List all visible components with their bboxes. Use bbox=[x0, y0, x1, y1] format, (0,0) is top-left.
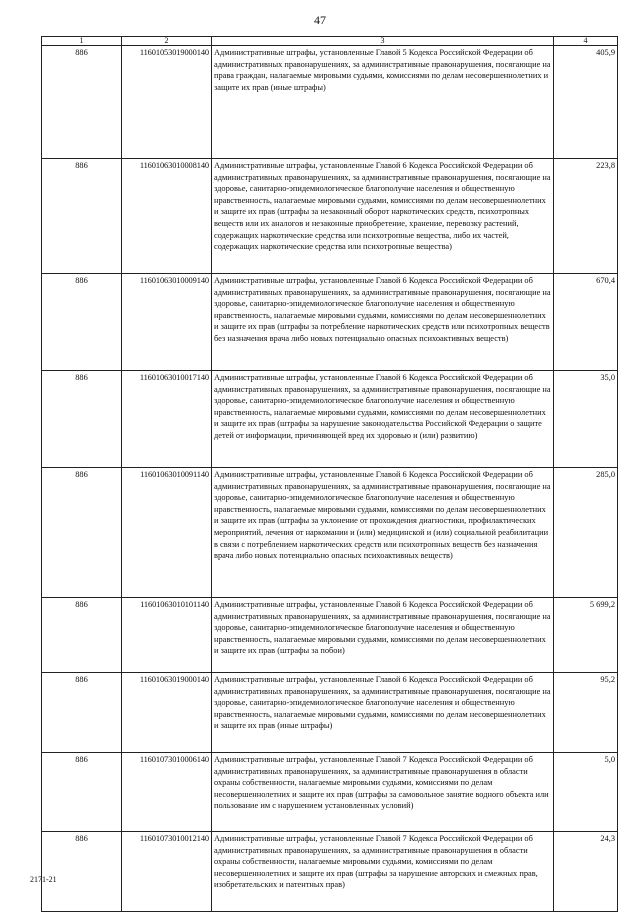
amount-cell: 5 699,2 bbox=[554, 598, 618, 673]
table-row bbox=[42, 371, 618, 468]
description-cell: Административные штрафы, установленные Главой 6 Кодекса Российской Федерации об административных правонарушениях, за административные правонарушения, посягающие на здоровье, санитарно-эпидемиологическое благополучие населения и общественную нравственность, налагаемые мировыми судьями, комиссиями по делам несовершеннолетних и защите их прав (штрафы за незаконный оборот наркотических средств, психотропных веществ или их аналогов и незаконные приобретение, хранение, перевозку растений, содержащих наркотические средства или психотропные вещества, либо их частей, содержащих наркотические средства или психотропные вещества) bbox=[212, 159, 554, 274]
kbk-code-cell: 11601073010006140 bbox=[122, 753, 212, 832]
amount-cell: 95,2 bbox=[554, 673, 618, 753]
admin-code-cell: 886 bbox=[42, 46, 122, 159]
description-cell: Административные штрафы, установленные Главой 7 Кодекса Российской Федерации об административных правонарушениях, за административные правонарушения в области охраны собственности, налагаемые мировыми судьями, комиссиями по делам несовершеннолетних и защите их прав (штрафы за нарушение авторских и смежных прав, изобретательских и патентных прав) bbox=[212, 832, 554, 912]
page-number: 47 bbox=[314, 13, 326, 27]
kbk-code-cell: 11601063010009140 bbox=[122, 274, 212, 371]
table-row bbox=[42, 274, 618, 371]
kbk-code-cell: 11601063010008140 bbox=[122, 159, 212, 274]
amount-cell: 5,0 bbox=[554, 753, 618, 832]
description-cell: Административные штрафы, установленные Главой 5 Кодекса Российской Федерации об административных правонарушениях, за административные правонарушения, посягающие на права граждан, налагаемые мировыми судьями, комиссиями по делам несовершеннолетних и защите их прав (иные штрафы) bbox=[212, 46, 554, 159]
amount-cell: 285,0 bbox=[554, 468, 618, 598]
table-row bbox=[42, 832, 618, 912]
admin-code-cell: 886 bbox=[42, 159, 122, 274]
admin-code-cell: 886 bbox=[42, 753, 122, 832]
column-header: 2 bbox=[122, 37, 212, 46]
description-cell: Административные штрафы, установленные Главой 6 Кодекса Российской Федерации об административных правонарушениях, за административные правонарушения, посягающие на здоровье, санитарно-эпидемиологическое благополучие населения и общественную нравственность, налагаемые мировыми судьями, комиссиями по делам несовершеннолетних и защите их прав (иные штрафы) bbox=[212, 673, 554, 753]
document-code: 2171-21 bbox=[30, 875, 57, 884]
admin-code-cell: 886 bbox=[42, 274, 122, 371]
kbk-code-cell: 11601063010101140 bbox=[122, 598, 212, 673]
description-cell: Административные штрафы, установленные Главой 6 Кодекса Российской Федерации об административных правонарушениях, за административные правонарушения, посягающие на здоровье, санитарно-эпидемиологическое благополучие населения и общественную нравственность, налагаемые мировыми судьями, комиссиями по делам несовершеннолетних и защите их прав (штрафы за нарушение законодательства Российской Федерации о защите детей от информации, причиняющей вред их здоровью и (или) развитию) bbox=[212, 371, 554, 468]
table-row bbox=[42, 159, 618, 274]
table-header-row bbox=[42, 37, 618, 46]
table-row bbox=[42, 753, 618, 832]
admin-code-cell: 886 bbox=[42, 371, 122, 468]
kbk-code-cell: 11601063010017140 bbox=[122, 371, 212, 468]
table-row bbox=[42, 673, 618, 753]
column-header: 4 bbox=[554, 37, 618, 46]
admin-code-cell: 886 bbox=[42, 598, 122, 673]
kbk-code-cell: 11601063019000140 bbox=[122, 673, 212, 753]
column-header: 3 bbox=[212, 37, 554, 46]
amount-cell: 24,3 bbox=[554, 832, 618, 912]
amount-cell: 405,9 bbox=[554, 46, 618, 159]
admin-code-cell: 886 bbox=[42, 468, 122, 598]
description-cell: Административные штрафы, установленные Главой 6 Кодекса Российской Федерации об административных правонарушениях, за административные правонарушения, посягающие на здоровье, санитарно-эпидемиологическое благополучие населения и общественную нравственность, налагаемые мировыми судьями, комиссиями по делам несовершеннолетних и защите их прав (штрафы за побои) bbox=[212, 598, 554, 673]
kbk-code-cell: 11601073010012140 bbox=[122, 832, 212, 912]
admin-code-cell: 886 bbox=[42, 673, 122, 753]
table-row bbox=[42, 598, 618, 673]
amount-cell: 670,4 bbox=[554, 274, 618, 371]
table-row bbox=[42, 468, 618, 598]
description-cell: Административные штрафы, установленные Главой 7 Кодекса Российской Федерации об административных правонарушениях, за административные правонарушения в области охраны собственности, налагаемые мировыми судьями, комиссиями по делам несовершеннолетних и защите их прав (штрафы за самовольное занятие водного объекта или пользование им с нарушением установленных условий) bbox=[212, 753, 554, 832]
column-header: 1 bbox=[42, 37, 122, 46]
amount-cell: 223,8 bbox=[554, 159, 618, 274]
description-cell: Административные штрафы, установленные Главой 6 Кодекса Российской Федерации об административных правонарушениях, за административные правонарушения, посягающие на здоровье, санитарно-эпидемиологическое благополучие населения и общественную нравственность, налагаемые мировыми судьями, комиссиями по делам несовершеннолетних и защите их прав (штрафы за потребление наркотических средств или психотропных веществ без назначения врача либо новых потенциально опасных психоактивных веществ) bbox=[212, 274, 554, 371]
admin-code-cell: 886 bbox=[42, 832, 122, 912]
kbk-code-cell: 11601053019000140 bbox=[122, 46, 212, 159]
revenue-table bbox=[41, 36, 618, 912]
amount-cell: 35,0 bbox=[554, 371, 618, 468]
kbk-code-cell: 11601063010091140 bbox=[122, 468, 212, 598]
description-cell: Административные штрафы, установленные Главой 6 Кодекса Российской Федерации об административных правонарушениях, за административные правонарушения, посягающие на здоровье, санитарно-эпидемиологическое благополучие населения и общественную нравственность, налагаемые мировыми судьями, комиссиями по делам несовершеннолетних и защите их прав (штрафы за уклонение от прохождения диагностики, профилактических мероприятий, лечения от наркомании и (или) медицинской и (или) социальной реабилитации в связи с потреблением наркотических средств или психотропных веществ без назначения врача либо новых потенциально опасных психоактивных веществ) bbox=[212, 468, 554, 598]
table-row bbox=[42, 46, 618, 159]
